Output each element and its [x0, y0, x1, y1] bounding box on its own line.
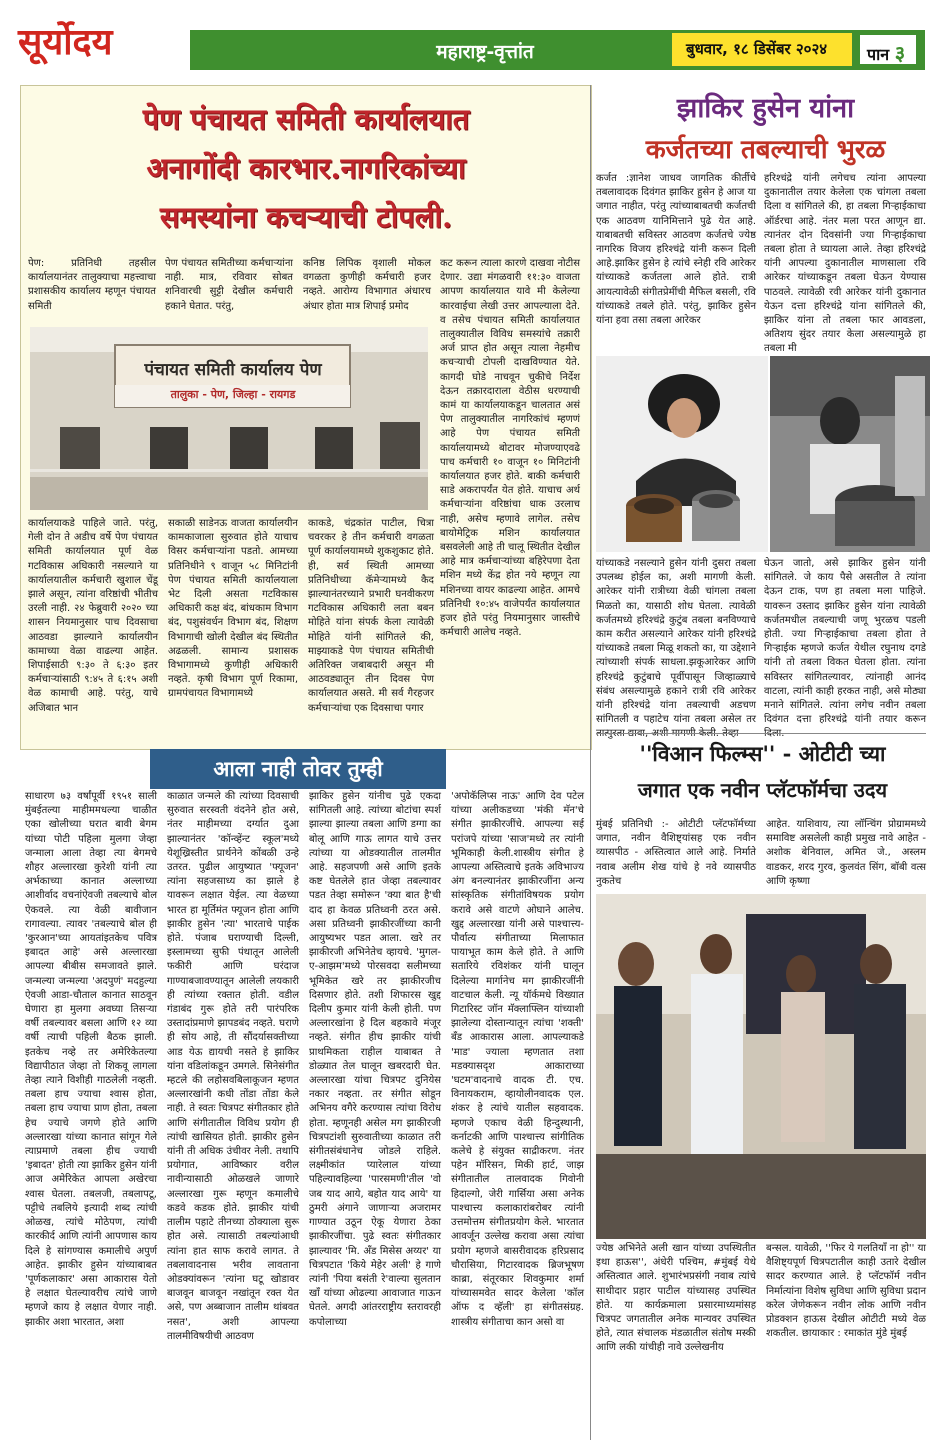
zakir-col1: कर्जत :ज्ञानेश जाधव जागतिक कीर्तीचे तबलावादक दिवंगत झाकिर हुसेन हे आज या जगात नाहीत, परंतु त्यांच्याबाबतची कर्जतची एक आठवण यानिमित्ताने पुढे येत आहे. याबाबतची सविस्तर आठवण कर्जतचे ज्येष्ठ नागरिक विजय हरिश्चंद्रे यांनी करून दिली आहे.झाकिर हुसेन हे त्यांचे स्नेही रवि आरेकर यांच्याकडे कर्जतला आले होते. रात्री आयत्यावेळी संगीतप्रेमींची मैफिल बसली, रवि यांच्याकडे तबले होते. परंतु, झाकिर हुसेन यांना हवा तसा तबला आरेकर — [596, 173, 756, 327]
pen-col1-top: पेण: प्रतिनिधी तहसील कार्यालयानंतर तालुक्याचा महत्त्वाचा प्रशासकीय कार्यालय म्हणून पंचायत समिती — [28, 258, 156, 312]
harishchandre-photo — [770, 356, 930, 552]
page-number: ३ — [894, 41, 906, 65]
vian-launch-image — [596, 894, 926, 1239]
office-building-photo — [30, 327, 428, 510]
office-sign-subtitle: तालुका - पेण, जिल्हा - रायगड — [170, 388, 296, 401]
pen-col2-bottom: सकाळी साडेनऊ वाजता कार्यालयीन कामकाजाला सुरुवात होते याचाच विसर कर्मचाऱ्यांना पडतो. आमच्या प्रतिनिधीने ९ वाजून ५८ मिनिटांनी पेण पंचायत समिती कार्यालयाला भेट दिली असता गटविकास अधिकारी कक्ष बंद, बांधकाम विभाग बंद, पशुसंवर्धन विभाग बंद, शिक्षण विभागाची खोली देखील बंद स्थितीत अढळली. सामान्य प्रशासक विभागामध्ये कुणीही अधिकारी नव्हते. कृषी विभाग पूर्ण रिकामा, ग्रामपंचायत विभागामध्ये — [168, 518, 298, 700]
office-sign-title: पंचायत समिती कार्यालय पेण — [144, 360, 322, 380]
aala-col3: झाकिर हुसेन यांनीच पुढे एकदा सांगितली आहे. त्यांच्या बोटांचा स्पर्श झाल्या झाल्या तबला आणि डग्गा का बोलू आणि गाऊ लागत याचे उत्तर त्यांच्या या ओडक्यातील तालमीत आहे. सहजपणी असे आणि इतके कष्ट घेतलेले हात जेव्हा तबल्यावर पडत तेव्हा समोरून 'क्या बात है'ची दाद हा केवळ प्रतिध्वनी ठरत असे. असा प्रतिध्वनी झाकीरजींच्या कानी आयुष्यभर पडत आला. खरे तर झाकीरजी अभिनेतेच व्हायचे. 'मुगल-ए-आझम'मध्ये पोरसवदा सलीमच्या भूमिकेत खरे तर झाकीरजीच दिसणार होते. तशी शिफारस खुद्द दिलीप कुमार यांनी केली होती. पण अल्लारखांना हे दिल बहकावे मंजूर नव्हते. संगीत हीच झाकीर यांची प्राथमिकता राहील याबाबत ते डोळ्यात तेल घालून खबरदारी घेत. अल्लारखा यांचा चित्रपट दुनियेस नकार नव्हता. तर संगीत सोडून अभिनय वगैरे करण्यास त्यांचा विरोध होता. म्हणूनही असेल मग झाकीरजी चित्रपटांशी सुरुवातीच्या काळात तरी संगीतसंबंधानेच जोडले राहिले. लक्ष्मीकांत प्यारेलाल यांच्या पहिल्यावहिल्या 'पारसमणी'तील 'वो जब याद आये, बहोत याद आये' या ठुमरी अंगाने जाणाऱ्या अजरामर गाण्यात उठून ऐकू येणारा ठेका झाकीरजींचा. पुढे स्वतः संगीतकार झाल्यावर 'मि. ॲंड मिसेस अय्यर' या चित्रपटात 'किये मेहेर अली' हे गाणे त्यांनी 'पिया बसंती रे'वाल्या सुलतान खाँ यांच्या ओढल्या आवाजात गाऊन घेतले. अगदी आंतरराष्ट्रीय स्तरावरही कपोलाच्या — [309, 791, 441, 1328]
pen-headline-line-1: पेण पंचायत समिती कार्यालयात — [142, 102, 470, 136]
harishchandre-image — [770, 356, 930, 552]
zakir-col2: हरिश्चंद्रे यांनी लगेचच त्यांना आपल्या दुकानातील तयार केलेला एक चांगला तबला दिला व सांगितले की, हा तबला गिऱ्हाईकाचा ऑर्डरचा आहे. नंतर मला परत आणून द्या. त्यानंतर दोन दिवसांनी ज्या गिऱ्हाईकाचा तबला होता ते घ्यायला आले. तेव्हा हरिश्चंद्रे यांनी आपल्या दुकानातील माणसाला रवि आरेकर यांच्याकडून तबला घेऊन येण्यास पाठवले. त्यावेळी रवी आरेकर यांनी दुकानात येऊन दत्ता हरिश्चंद्रे यांना सांगितले की, झाकिर यांना तो तबला फार आवडला, अतिशय सुंदर तयार केला असल्यामुळे हा तबला मी — [764, 173, 926, 355]
zakir-headline — [598, 88, 933, 170]
vian-col1-bottom: ज्येष्ठ अभिनेते अली खान यांच्या उपस्थितीत इथा हाऊस'', अंधेरी पश्चिम, #मुंबई येथे अस्तित्वात आले. शुभारंभप्रसंगी नवाब त्यांचे साथीदार प्रहार पाटील यांच्यासह उपस्थित होते. या कार्यक्रमाला प्रसारमाध्यमांसह चित्रपट जगतातील अनेक मान्यवर उपस्थित होते, त्यात संचालक मंडळातील संतोष मस्की आणि लकी यांचीही नावे उल्लेखनीय — [596, 1243, 756, 1354]
pen-headline — [20, 85, 592, 245]
zakir-hussain-image — [596, 356, 768, 552]
zakir-col4: घेऊन जातो, असे झाकिर हुसेन यांनी सांगितले. जे काय पैसे असतील ते त्यांना देऊन टाक, पण हा तबला मला पाहिजे. यावरून उस्ताद झाकिर हुसेन यांना त्यावेळी कर्जतमधील तबल्याची जणू भुरळच पडली होती. ज्या गिऱ्हाईकाचा तबला होता ते गिऱ्हाईक म्हणजे कर्जत येथील रघुनाथ दगडे यांनी तो तबला विकत घेतला होता. त्यांना सविस्तर सांगितल्यावर, त्यांनाही आनंद वाटला, त्यांनी काही हरकत नाही, असे मोठ्या मनाने सांगितले. त्यांना लगेच नवीन तबला दिवंगत दत्ता हरिश्चंद्रे यांनी तयार करून — [764, 558, 926, 726]
pen-col2-top: पेण पंचायत समितीच्या कर्मचाऱ्यांना नाही. मात्र, रविवार सोबत शनिवारची सुट्टी देखील कर्मचारी हकाने घेतात. परंतु, — [165, 258, 293, 312]
pen-col4: कट करून त्याला कारणे दाखवा नोटीस देणार. उद्या मंगळवारी ११:३० वाजता आपण कार्यालयात यावे मी केलेल्या कारवाईचा लेखी उत्तर आपल्याला देते. व तसेच पंचायत समिती कार्यालयात तालुक्यातील विविध समस्यांचे तक्रारी अर्ज प्राप्त होत असून त्याला नेहमीच कचऱ्याची टोपली दाखविण्यात येते. कागदी घोडे नाचवून चुकीचे निर्देश देऊन तक्रारदाराला वेठीस धरण्याची कामं या कार्यालयाकडून चालतात असं पेण तालुक्यातील नागरिकांचं म्हणणं आहे पेण पंचायत समिती कार्यालयामध्ये बोटावर मोजण्याएवढे पाच कर्मचारी १० वाजून १० मिनिटांनी कार्यालयात हजर होते. बाकी कर्मचारी साडे अकरापर्यंत येत होते. याचाच अर्थ कर्मचाऱ्यांना वरिष्ठांचा धाक उरलाच नाही, असेच म्हणावे लागेल. तसेच बायोमेट्रिक मशिन कार्यालयात बसवलेली आहे ती चालू स्थितीत देखील आहे मात्र कर्मचाऱ्यांच्या बहिरेपणा देता मशिन मध्ये केंद्र होत नये म्हणून त्या मशिनच्या वायर काढल्या आहेत. आमचे प्रतिनिधी १०:४५ वाजेपर्यंत कार्यालयात हजर होते परंतु नियमानुसार जास्तीचे कर्मचारी आलेच नव्हते. — [440, 258, 580, 639]
pen-col3-top: कनिष्ठ लिपिक वृशाली मोकल वगळता कुणीही कर्मचारी हजर नव्हते. आरोग्य विभागात अंधारच अंधार होता मात्र शिपाई प्रमोद — [303, 258, 431, 312]
vian-headline-line-1: ''विआन फिल्म्स'' - ओटीटी च्या — [639, 741, 886, 766]
vian-col1-top: मुंबई प्रतिनिधी :- ओटीटी प्लॅटफॉर्मच्या जगात, नवीन वैशिष्ट्यांसह एक नवीन व्यासपीठ - अस्तित्वात आले आहे. निर्माते नवाब अलीम शेख यांचे हे नवे व्यासपीठ नुकतेच — [596, 819, 756, 887]
masthead-bar — [0, 0, 945, 78]
aala-col4: 'अपोकॅलिप्स नाऊ' आणि देव पटेल यांच्या अलीकडच्या 'मंकी मॅन'चे संगीत झाकीरजींचे. आपल्या सई परांजपे यांच्या 'साज'मध्ये तर त्यांनी भूमिकाही केली.शास्त्रीय संगीत हे आपल्या अस्तित्वाचे इतके अविभाज्य अंग बनल्यानंतर झाकीरजींना अन्य सांस्कृतिक संगीतांविषयक प्रयोग करावे असे वाटणे ओघाने आलेच. खुद्द अल्लारखा यांनी असे पाश्चात्त्य-पौर्वात्य संगीताच्या मिलाफात पायाभूत काम केले होते. ते आणि सतारिये रविशंकर यांनी घालून दिलेल्या मार्गानेच मग झाकीरजींनी वाटचाल केली. न्यू यॉर्कमधे विख्यात गिटारिस्ट जॉन मॅक्लाफ्लिन यांच्याशी झालेल्या दोस्तान्यातून त्यांचा 'शक्ती' बँड आकारास आला. आपल्याकडे 'माड' ज्याला म्हणतात तशा मडक्यासदृश आकाराच्या 'घटम'वादनाचे वादक टी. एच. विनायकराम, व्हायोलीनवादक एल. शंकर हे त्यांचे यातील सहवादक. म्हणजे एकाच वेळी हिन्दुस्थानी, कर्नाटकी आणि पाश्चात्त्य सांगीतिक कलेचे हे संयुक्त साद्रीकरण. नंतर पहेन मॉरिसन, मिकी हार्ट, जाझ संगीतातील तालवादक गिवोनी हिदाल्गो, जेरी गार्सिया असा अनेक पाश्चात्त्य कलाकारांबरोबर त्यांनी उत्तमोत्तम संगीतप्रयोग केले. भारतात आवर्जून उल्लेख करावा असा त्यांचा प्रयोग म्हणजे बासरीवादक हरिप्रसाद चौरासिया, गिटारवादक ब्रिजभूषण काब्रा, संतूरकार शिवकुमार शर्मा यांच्यासमवेत सादर केलेला 'कॉल ऑफ द व्हॅली' हा संगीतसंग्रह. शास्त्रीय संगीताचा कान असो वा — [451, 791, 584, 1328]
section-title: महाराष्ट्र-वृत्तांत — [436, 41, 534, 63]
zakir-headline-line-1: झाकिर हुसेन यांना — [676, 93, 855, 124]
pen-col1-bottom: कार्यालयाकडे पाहिले जाते. परंतु, गेली दोन ते अडीच वर्षे पेण पंचायत समिती कार्यालयात पूर्ण वेळ गटविकास अधिकारी नसल्याने या कार्यालयातील कर्मचारी खुशाल चेंडू झाले असून, त्यांना वरिष्ठांची भीतीच उरली नाही. २४ फेब्रुवारी २०२० च्या शासन नियमानुसार पाच दिवसाचा आठवडा झाल्याने कार्यालयीन कामाच्या वेळा वाढल्या आहेत. शिपाईसाठी ९:३० ते ६:३० इतर कर्मचाऱ्यांसाठी ९:४५ ते ६:१५ अशी वेळ कामाची आहे. परंतु, याचे अजिबात भान — [28, 518, 158, 714]
aala-col1: साधारण ७३ वर्षांपूर्वी १९५१ साली मुंबईतल्या माहीममधल्या चाळीत एका खोलीच्या घरात बावी बेगम यांच्या पोटी पहिला मुलगा जेव्हा जन्माला आला तेव्हा त्या बेगमचे शौहर अल्लारखा कुरेशी यांनी त्या अर्भकाच्या कानात अल्लाच्या आशीर्वाद वचनांऐवजी तबल्याचे बोल ऐकवले. त्या वेळी बावीजान रागावल्या. त्यावर 'तबल्याचे बोल ही 'कुरआन'च्या आयतांइतकेच पवित्र इबादत आहे' असे अल्लारखा आपल्या बीबीस समजावते झाले. जन्मल्या जन्मल्या 'अदपुणं' मदहुल्या ऐवजी आडा-चौताल कानात साठवून घेणारा हा मुलगा अवघ्या तिसऱ्या वर्षी तबल्यावर बसला आणि १२ व्या वर्षी त्याची पहिली बैठक झाली. इतकेच नव्हे तर अमेरिकेतल्या विद्यापीठात जेव्हा तो शिकवू लागला तेव्हा त्याने विशीही गाठलेली नव्हती. तबला हाच ज्याचा श्वास होता, तबला हाच ज्याचा प्राण होता, तबला हेच ज्याचे जगणे होते आणि अल्लारखा यांच्या कानात सांगून गेले त्याप्रमाणे तबला हीच ज्याची 'इबादत' होती त्या झाकिर हुसेन यांनी आज अमेरिकेत आपला अखेरचा श्वास घेतला. तबलजी, तबलापटू, पट्टीचे तबलिये इत्यादी शब्द त्यांची ओळख, त्यांचे मोठेपण, त्यांची कारकीर्द आणि त्यांनी आपणास काय दिले हे सांगण्यास कमालीचे अपुर्ण आहेत. झाकीर हुसेन यांच्याबाबत 'पूर्णकलाकार' असा आकारास येतो हे लक्षात घेतल्यावरीच त्यांचे जाणे म्हणजे काय हे लक्षात येणार नाही. झाकीर अशा भारतात, अशा — [25, 791, 157, 1328]
office-building-image — [30, 327, 428, 510]
pen-headline-line-2: अनागोंदी कारभार.नागरिकांच्या — [146, 151, 466, 185]
vian-launch-photo — [596, 894, 926, 1239]
issue-date: बुधवार, १८ डिसेंबर २०२४ — [672, 33, 852, 66]
zakir-col3: यांच्याकडे नसल्याने हुसेन यांनी दुसरा तबला उपलब्ध होईल का, अशी मागणी केली. आरेकर यांनी रात्रीच्या वेळी चांगला तबला मिळतो का, यासाठी शोध घेतला. त्यावेळी कर्जतमध्ये हरिश्चंद्रे कुटुंब तबला बनविण्याचे काम करीत असल्याने आरेकर यांनी हरिश्चंद्रे यांच्याकडे तबला मिळू शकतो का, या उद्देशाने त्यांच्याशी संपर्क साधला.झकूआरेकर आणि हरिश्चंद्रे कुटुंबाचे पूर्वीपासून जिव्हाळ्याचे संबंध असल्यामुळे हकाने रात्री रवि आरेकर यांनी हरिश्चंद्रे यांना तबल्याची अडचण सांगितली व पहाटेच यांना तबला असेल तर — [596, 558, 756, 726]
vian-headline — [590, 735, 935, 807]
vian-col2-top: आहेत. याशिवाय, त्या लॉन्चिंग प्रोग्राममध्ये समाविष्ट असलेली काही प्रमुख नावे आहेत - अशोक बेनिवाल, अमित जे., अस्लम वाडकर, शरद गुरव, कुलवंत सिंग, बॉबी वत्स आणि कृष्णा — [766, 819, 926, 887]
zakir-hussain-photo — [596, 356, 768, 552]
aala-headline: आला नाही तोवर तुम्ही — [150, 749, 446, 789]
zakir-headline-line-2: कर्जतच्या तबल्याची भुरळ — [645, 135, 886, 165]
pen-col3-bottom: काकडे, चंद्रकांत पाटील, चित्रा चवरकर हे तीन कर्मचारी वगळता पूर्ण कार्यालयामध्ये शुकशुकाट होते. ही, सर्व स्थिती आमच्या प्रतिनिधीच्या कॅमेऱ्यामध्ये कैद झाल्यानंतरच्याने प्रभारी घनवीकरण गटविकास अधिकारी लता बबन मोहिते यांना संपर्क केला त्यावेळी मोहिते यांनी सांगितले की, माझ्याकडे पेण पंचायत समितीची अतिरिक्त जबाबदारी असून मी आठवड्यातून तीन दिवस पेण कार्यालयात असते. मी सर्व गैरहजर कर्मचाऱ्यांचा एक दिवसाचा पगार — [308, 518, 434, 714]
page-label: पान — [867, 45, 890, 64]
masthead-logo: सूर्योदय — [18, 21, 113, 63]
pen-headline-line-3: समस्यांना कचऱ्याची टोपली. — [159, 200, 453, 234]
vian-headline-line-2: जगात एक नवीन प्लॅटफॉर्मचा उदय — [637, 778, 888, 802]
aala-col2: काळात जन्मले की त्यांच्या दिवसाची सुरुवात सरस्वती वंदनेने होत असे, नंतर माहीमच्या दर्ग्यात दुआ झाल्यानंतर 'कॉन्व्हेंन्ट स्कूल'मध्ये येशूख्रिस्तीत प्रार्थनेने कोंबळी उन्हे उतरत. पुढील आयुष्यात 'फ्यूजन' त्यांना सहजसाध्य का झाले हे यावरून लक्षात येईल. त्या वेळच्या भारत हा मूर्तिमंत फ्यूजन होता आणि झाकीर हुसेन 'त्या' भारताचे पाईक होते. पंजाब घराण्याची दिल्ली, इस्लामच्या सुफी पंथातून आलेली फकीरी आणि घरंदाज गाण्याबजावण्यातून आलेली लयकारी ही त्यांच्या रक्तात होती. वडील गंडाबंद गुरू होते तरी पारंपरिक उस्तादांप्रमाणे झापडबंद नव्हते. घराणे ही सोय आहे, ती सौंदर्यासक्तीच्या आड येऊ द्यायची नसते हे झाकिर यांना वडिलांकडून उमगले. सिनेसंगीत म्हटले की लहोसवबिलाकूजन म्हणत अल्लारखांनी कधी तोंडा तोंडा केले नाही. ते स्वतः चित्रपट संगीतकार होते आणि संगीतातील विविध प्रयोग ही त्यांची खासियत होती. झाकीर हुसेन यांनी ती अधिक उंचीवर नेली. तथापि प्रयोगात, आविष्कार वरील नावीन्यासाठी ओळखले जाणारे अल्लारखा गुरू म्हणून कमालीचे कडवे कडक होते. झाकीर यांची तालीम पहाटे तीनच्या ठोक्याला सुरू होत असे. त्यासाठी तबल्यांआधी त्यांना हात साफ करावे लागत. ते तबलावादनास भरीव लावताना ओडक्यांवरून 'त्यांना घटू खोडावर बाजवून बाजवून नखांतून रक्त येत असे, पण अब्बाजान तालीम थांबवत नसत', अशी आपल्या तालमीविषयीची आठवण — [167, 791, 299, 1342]
column-divider — [590, 85, 591, 1440]
section-divider — [596, 733, 926, 734]
page-number-box — [858, 33, 918, 66]
vian-col2-bottom: बन्सल. यावेळी, ''फिर ये गलतियाँ ना हो'' या वैशिष्ट्यपूर्ण चित्रपटातील काही उतारे देखील सादर करण्यात आले. हे प्लॅटफॉर्म नवीन निर्मात्यांना विशेष सुविधा आणि सुविधा प्रदान करेल जेणेकरून नवीन लोक आणि नवीन प्रोडक्शन हाऊस देखील ओटीटी मध्ये वेळ शकतील. छायाकार : रमाकांत मुंडे मुंबई — [766, 1243, 926, 1340]
